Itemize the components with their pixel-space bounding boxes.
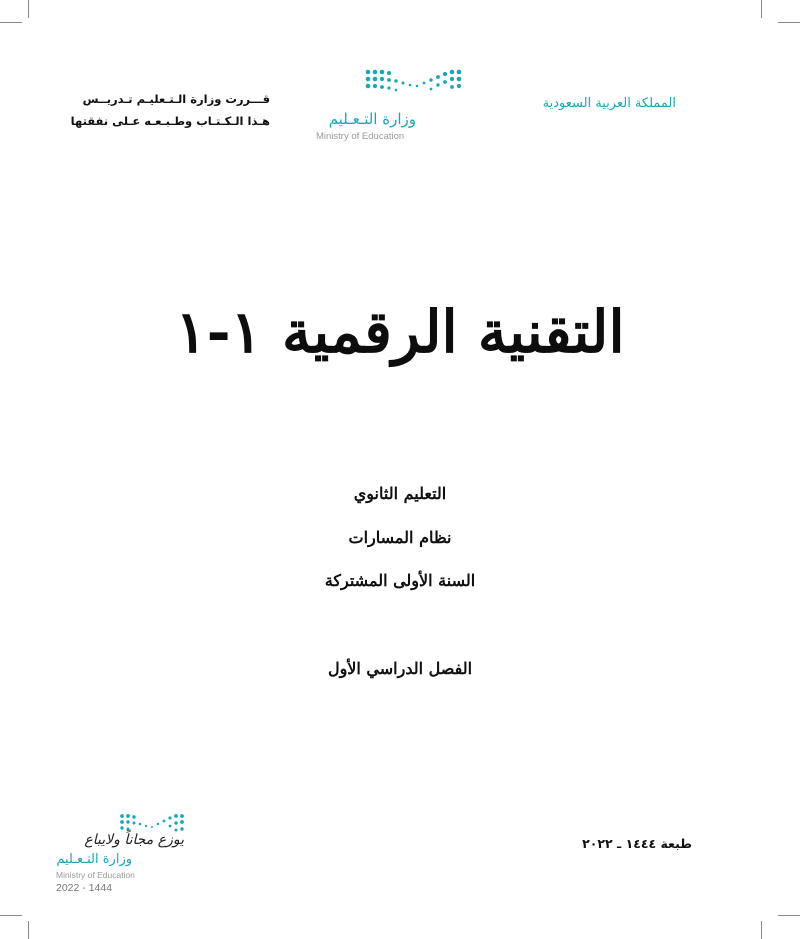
book-title: التقنية الرقمية ١-١ — [175, 298, 625, 366]
ministry-name-en: Ministry of Education — [316, 131, 405, 142]
ministry-logo — [312, 68, 462, 148]
edition-label: طبعة ١٤٤٤ ـ ٢٠٢٢ — [582, 836, 692, 851]
footer-ministry-logo — [52, 812, 192, 902]
crop-mark — [0, 22, 22, 23]
ministry-name-en: Ministry of Education — [56, 870, 135, 880]
crop-mark — [778, 915, 800, 916]
crop-mark — [778, 22, 800, 23]
kingdom-label: المملكة العربية السعودية — [542, 96, 676, 111]
crop-mark — [0, 915, 22, 916]
year-label: 2022 - 1444 — [56, 882, 113, 894]
free-distribution-slogan: يوزع مجاناً ولايباع — [84, 832, 184, 848]
ministry-name-ar: وزارة التـعـليم — [328, 110, 416, 128]
crop-mark — [28, 921, 29, 939]
ministry-logo-dots-icon — [364, 68, 464, 100]
ministry-name-ar: وزارة التـعـليم — [56, 852, 132, 867]
approval-line-2: هـذا الـكـتـاب وطـبـعـه عـلى نفقتها — [70, 114, 270, 128]
approval-line-1: قـــررت وزارة الـتـعليـم تـدريــس — [82, 92, 270, 106]
approval-note — [70, 88, 270, 132]
crop-mark — [28, 0, 29, 18]
crop-mark — [761, 0, 762, 18]
subtitle-line-3: السنة الأولى المشتركة — [324, 571, 476, 590]
subtitle-line-2: نظام المسارات — [348, 528, 452, 547]
semester-label: الفصل الدراسي الأول — [327, 659, 473, 678]
crop-mark — [761, 921, 762, 939]
subtitle-line-1: التعليم الثانوي — [353, 484, 447, 503]
